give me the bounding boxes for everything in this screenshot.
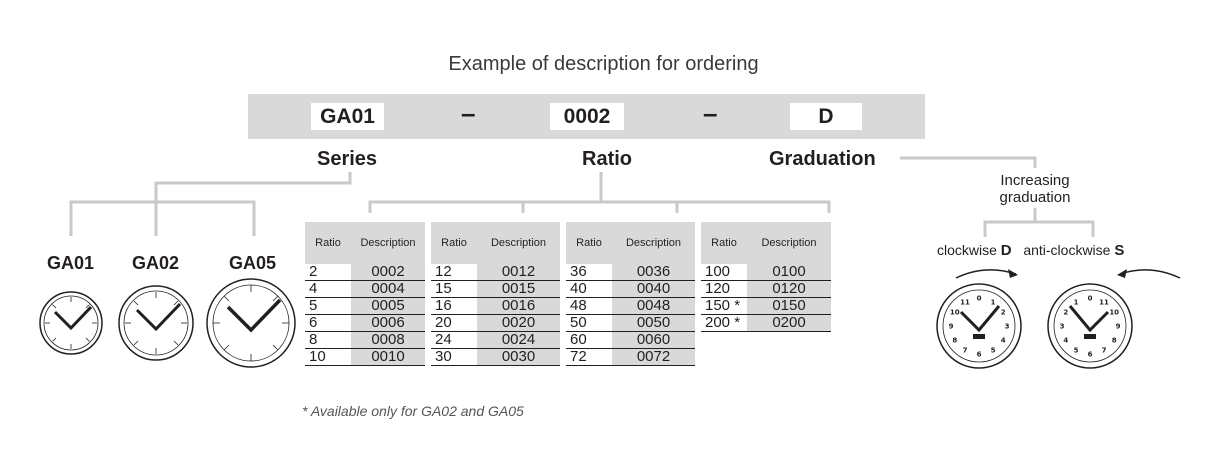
description-cell: 0030 (477, 349, 560, 366)
clockwise-code: D (1000, 242, 1012, 259)
description-cell: 0150 (747, 298, 831, 315)
description-cell: 0120 (747, 281, 831, 298)
dial-number: 2 (1000, 308, 1006, 317)
ratio-cell: 16 (431, 298, 477, 315)
footnote: * Available only for GA02 and GA05 (302, 403, 524, 419)
header-ratio: Ratio (566, 222, 612, 264)
header-ratio: Ratio (305, 222, 351, 264)
dial-number: 8 (1111, 336, 1117, 345)
dial-number: 1 (990, 298, 996, 307)
dial-number: 0 (976, 294, 982, 303)
dial-number: 9 (948, 322, 954, 331)
dial-number: 6 (976, 350, 982, 359)
ratio-cell: 12 (431, 264, 477, 281)
description-cell: 0004 (351, 281, 425, 298)
description-cell: 0020 (477, 315, 560, 332)
ratio-code: 0002 (550, 103, 624, 130)
table-row (305, 264, 831, 281)
dash-separator: – (461, 98, 476, 128)
description-cell: 0012 (477, 264, 560, 281)
dial-number: 11 (960, 298, 970, 307)
dial-number: 0 (1087, 294, 1093, 303)
dial-number: 4 (1000, 336, 1006, 345)
series-heading: Series (317, 148, 378, 170)
header-description: Description (477, 222, 560, 264)
dial-number: 5 (1073, 346, 1079, 355)
dial-number: 7 (1101, 346, 1107, 355)
description-cell: 0016 (477, 298, 560, 315)
dial-number: 7 (962, 346, 968, 355)
dash-separator: – (703, 98, 718, 128)
ratio-cell: 6 (305, 315, 351, 332)
dial-number: 3 (1004, 322, 1010, 331)
model-label-ga05: GA05 (229, 253, 277, 273)
ratio-cell: 5 (305, 298, 351, 315)
description-cell: 0005 (351, 298, 425, 315)
series-code: GA01 (311, 103, 384, 130)
anticlockwise-label: anti-clockwise (1023, 242, 1111, 258)
clockwise-arrow-icon (1008, 269, 1018, 278)
ratio-cell: 48 (566, 298, 612, 315)
page-title: Example of description for ordering (448, 53, 759, 75)
gauge-ga01-icon (38, 290, 104, 356)
description-cell: 0060 (612, 332, 695, 349)
description-cell: 0006 (351, 315, 425, 332)
direction-arrows (950, 262, 1190, 284)
header-description: Description (612, 222, 695, 264)
description-cell: 0100 (747, 264, 831, 281)
ratio-cell: 50 (566, 315, 612, 332)
ratio-cell: 36 (566, 264, 612, 281)
increasing-line: Increasing (1000, 172, 1070, 189)
anticlockwise-arrow-icon (1117, 269, 1127, 278)
ratio-cell: 4 (305, 281, 351, 298)
ratio-cell: 2 (305, 264, 351, 281)
description-cell: 0048 (612, 298, 695, 315)
dial-number: 6 (1087, 350, 1093, 359)
ratio-cell: 10 (305, 349, 351, 366)
table-row (305, 298, 831, 315)
ratio-cell: 30 (431, 349, 477, 366)
description-cell: 0024 (477, 332, 560, 349)
ratio-cell: 20 (431, 315, 477, 332)
direction-labels (937, 242, 1124, 259)
dial-number: 11 (1099, 298, 1109, 307)
table-row (305, 281, 831, 298)
ratio-heading: Ratio (582, 148, 632, 170)
description-cell: 0072 (612, 349, 695, 366)
dial-number: 2 (1063, 308, 1069, 317)
ratio-cell: 100 (701, 264, 747, 281)
anticlockwise-code: S (1114, 242, 1125, 259)
ratio-cell: 8 (305, 332, 351, 349)
ratio-cell: 150 * (701, 298, 747, 315)
table-row (305, 315, 831, 332)
header-description: Description (747, 222, 831, 264)
increasing-graduation-label (985, 172, 1085, 206)
ratio-cell: 120 (701, 281, 747, 298)
description-cell: 0010 (351, 349, 425, 366)
ratio-cell: 40 (566, 281, 612, 298)
ratio-cell: 15 (431, 281, 477, 298)
graduation-code: D (790, 103, 862, 130)
description-cell: 0008 (351, 332, 425, 349)
ratio-cell: 24 (431, 332, 477, 349)
description-cell: 0200 (747, 315, 831, 332)
gauge-ga02-icon (117, 284, 195, 362)
dial-number: 1 (1073, 298, 1079, 307)
table-row (305, 349, 831, 366)
ratio-cell: 200 * (701, 315, 747, 332)
graduation-line: graduation (999, 189, 1071, 206)
description-cell: 0040 (612, 281, 695, 298)
ratio-cell: 72 (566, 349, 612, 366)
description-cell: 0002 (351, 264, 425, 281)
dial-number: 8 (952, 336, 958, 345)
dial-number: 9 (1115, 322, 1121, 331)
header-ratio: Ratio (701, 222, 747, 264)
description-cell: 0050 (612, 315, 695, 332)
ratio-table (305, 222, 831, 366)
clockwise-label: clockwise (937, 242, 997, 258)
anticlockwise-dial-icon (1046, 282, 1134, 370)
ratio-cell: 60 (566, 332, 612, 349)
model-label-ga01: GA01 (47, 253, 95, 273)
dial-number: 10 (949, 308, 960, 317)
table-row (305, 332, 831, 349)
model-label-ga02: GA02 (132, 253, 180, 273)
dial-number: 5 (990, 346, 996, 355)
header-ratio: Ratio (431, 222, 477, 264)
dial-number: 10 (1109, 308, 1120, 317)
dial-number: 4 (1063, 336, 1069, 345)
description-cell: 0015 (477, 281, 560, 298)
gauge-ga05-icon (205, 277, 297, 369)
dial-number: 3 (1059, 322, 1065, 331)
clockwise-dial-icon (935, 282, 1023, 370)
description-cell: 0036 (612, 264, 695, 281)
header-description: Description (351, 222, 425, 264)
graduation-heading: Graduation (769, 148, 876, 170)
